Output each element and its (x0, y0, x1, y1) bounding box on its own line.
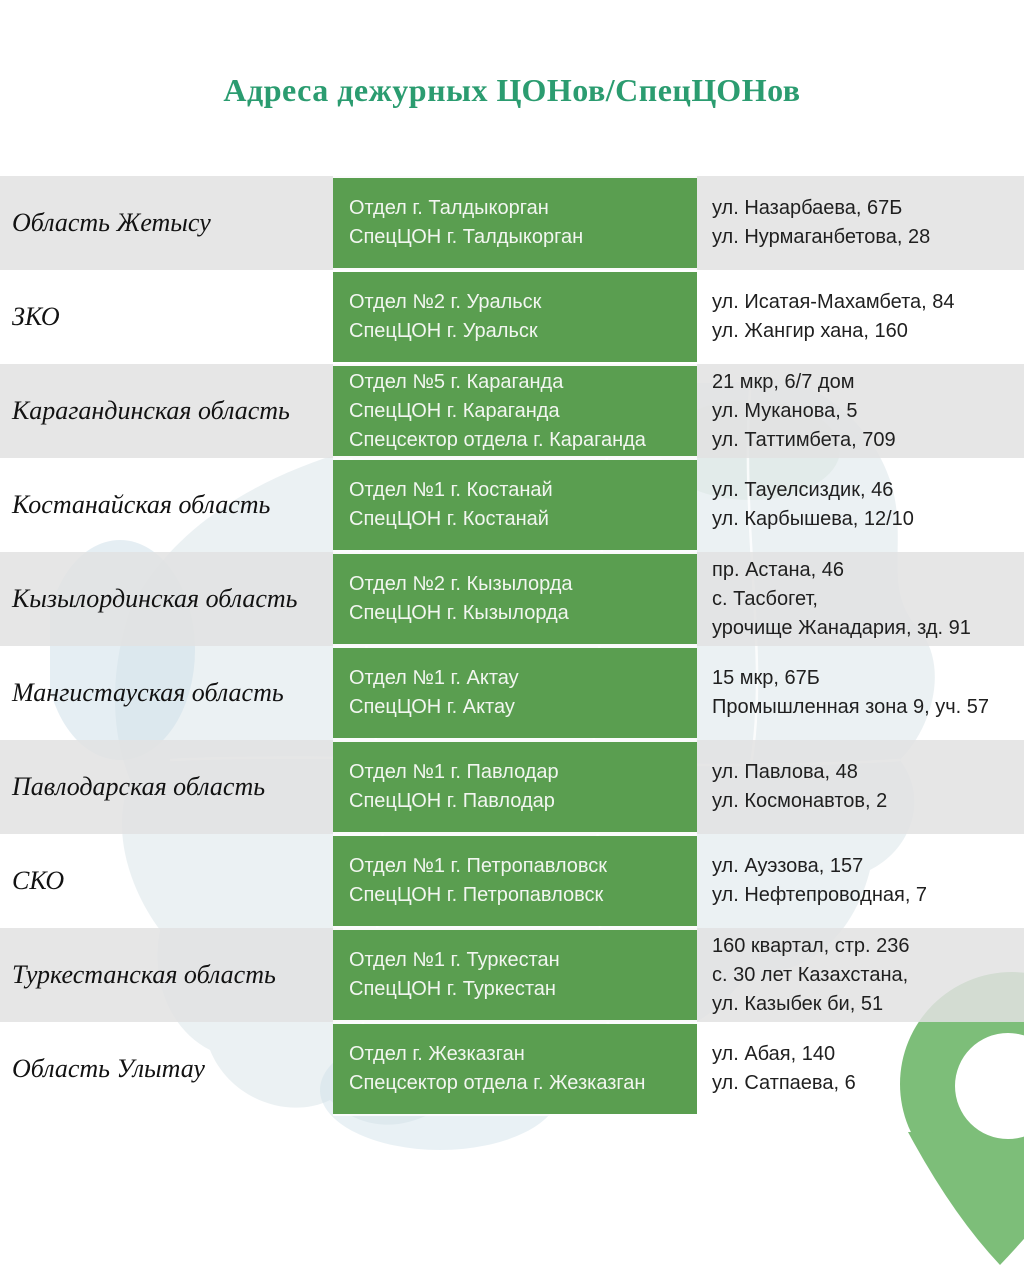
address-line: с. 30 лет Казахстана, (712, 963, 909, 986)
address-line: Промышленная зона 9, уч. 57 (712, 696, 989, 718)
address-line: 160 квартал, стр. 236 (712, 934, 910, 957)
address-line: ул. Исатая-Махамбета, 84 (712, 291, 955, 313)
address-line: ул. Нефтепроводная, 7 (712, 884, 928, 906)
offices-box (333, 836, 697, 926)
office-label: Отдел №1 г. Туркестан (349, 949, 560, 971)
address-line: ул. Ауэзова, 157 (712, 855, 864, 877)
address-line: ул. Абая, 140 (712, 1043, 836, 1065)
office-label: СпецЦОН г. Кызылорда (349, 602, 569, 624)
region-label: Костанайская область (12, 490, 271, 519)
office-label: Отдел г. Талдыкорган (349, 197, 549, 219)
address-line: ул. Тауелсиздик, 46 (712, 479, 894, 501)
address-line: пр. Астана, 46 (712, 558, 844, 581)
table-row (0, 176, 1024, 270)
table-row (0, 364, 1024, 458)
table-row (0, 270, 1024, 364)
offices-box (333, 1024, 697, 1114)
address-line: ул. Таттимбета, 709 (712, 428, 896, 451)
table-row (0, 740, 1024, 834)
region-label: Область Жетысу (12, 208, 211, 237)
addresses-cell (697, 740, 1024, 834)
office-label: Отдел №2 г. Уральск (349, 291, 542, 313)
addresses-cell (697, 364, 1024, 458)
office-label: Отдел №1 г. Петропавловск (349, 855, 608, 877)
office-label: СпецЦОН г. Петропавловск (349, 884, 604, 906)
table-row (0, 552, 1024, 646)
address-line: ул. Нурмаганбетова, 28 (712, 226, 931, 248)
offices-box (333, 742, 697, 832)
offices-box (333, 930, 697, 1020)
region-label: ЗКО (12, 302, 60, 331)
table-row (0, 834, 1024, 928)
region-label: Карагандинская область (12, 396, 290, 425)
offices-box (333, 272, 697, 362)
office-label: Отдел г. Жезказган (349, 1043, 525, 1065)
offices-cell (333, 364, 697, 458)
offices-cell (333, 458, 697, 552)
offices-box (333, 460, 697, 550)
address-line: ул. Сатпаева, 6 (712, 1072, 856, 1094)
page-title: Адреса дежурных ЦОНов/СпецЦОНов (223, 72, 801, 108)
address-line: ул. Космонавтов, 2 (712, 790, 888, 812)
offices-cell (333, 552, 697, 646)
office-label: Спецсектор отдела г. Караганда (349, 428, 646, 451)
addresses-cell (697, 646, 1024, 740)
region-label: СКО (12, 866, 65, 895)
region-label: Мангистауская область (12, 678, 284, 707)
address-line: ул. Казыбек би, 51 (712, 992, 884, 1015)
address-line: урочище Жанадария, зд. 91 (712, 616, 971, 639)
office-label: СпецЦОН г. Уральск (349, 320, 538, 342)
offices-cell (333, 646, 697, 740)
address-line: 15 мкр, 67Б (712, 667, 820, 689)
offices-cell (333, 176, 697, 270)
address-line: с. Тасбогет, (712, 587, 818, 610)
office-label: Отдел №1 г. Костанай (349, 479, 553, 501)
offices-cell (333, 270, 697, 364)
office-label: СпецЦОН г. Караганда (349, 399, 560, 422)
addresses-cell (697, 458, 1024, 552)
office-label: Отдел №1 г. Актау (349, 667, 519, 689)
address-line: 21 мкр, 6/7 дом (712, 370, 855, 393)
office-label: СпецЦОН г. Туркестан (349, 978, 556, 1000)
office-label: Отдел №2 г. Кызылорда (349, 573, 573, 595)
table-row (0, 1022, 1024, 1116)
address-line: ул. Муканова, 5 (712, 399, 858, 422)
offices-box (333, 648, 697, 738)
offices-cell (333, 928, 697, 1022)
office-label: Отдел №5 г. Караганда (349, 370, 564, 393)
addresses-cell (697, 270, 1024, 364)
region-label: Туркестанская область (12, 960, 276, 989)
office-label: СпецЦОН г. Талдыкорган (349, 226, 584, 248)
region-label: Область Улытау (12, 1054, 205, 1083)
offices-box (333, 178, 697, 268)
address-line: ул. Павлова, 48 (712, 761, 858, 783)
addresses-cell (697, 834, 1024, 928)
office-label: СпецЦОН г. Костанай (349, 508, 549, 530)
address-line: ул. Назарбаева, 67Б (712, 197, 903, 219)
address-table (0, 176, 1024, 1116)
region-label: Павлодарская область (12, 772, 266, 801)
address-line: ул. Карбышева, 12/10 (712, 508, 914, 530)
office-label: Отдел №1 г. Павлодар (349, 761, 559, 783)
address-line: ул. Жангир хана, 160 (712, 320, 908, 342)
offices-cell (333, 834, 697, 928)
region-label: Кызылординская область (12, 584, 298, 613)
addresses-cell (697, 1022, 1024, 1116)
offices-cell (333, 1022, 697, 1116)
office-label: СпецЦОН г. Актау (349, 696, 515, 718)
addresses-cell (697, 176, 1024, 270)
offices-box (333, 554, 697, 644)
table-row (0, 928, 1024, 1022)
addresses-cell (697, 928, 1024, 1022)
offices-cell (333, 740, 697, 834)
addresses-cell (697, 552, 1024, 646)
table-row (0, 646, 1024, 740)
office-label: Спецсектор отдела г. Жезказган (349, 1072, 646, 1094)
table-row (0, 458, 1024, 552)
office-label: СпецЦОН г. Павлодар (349, 790, 555, 812)
offices-box (333, 366, 697, 456)
